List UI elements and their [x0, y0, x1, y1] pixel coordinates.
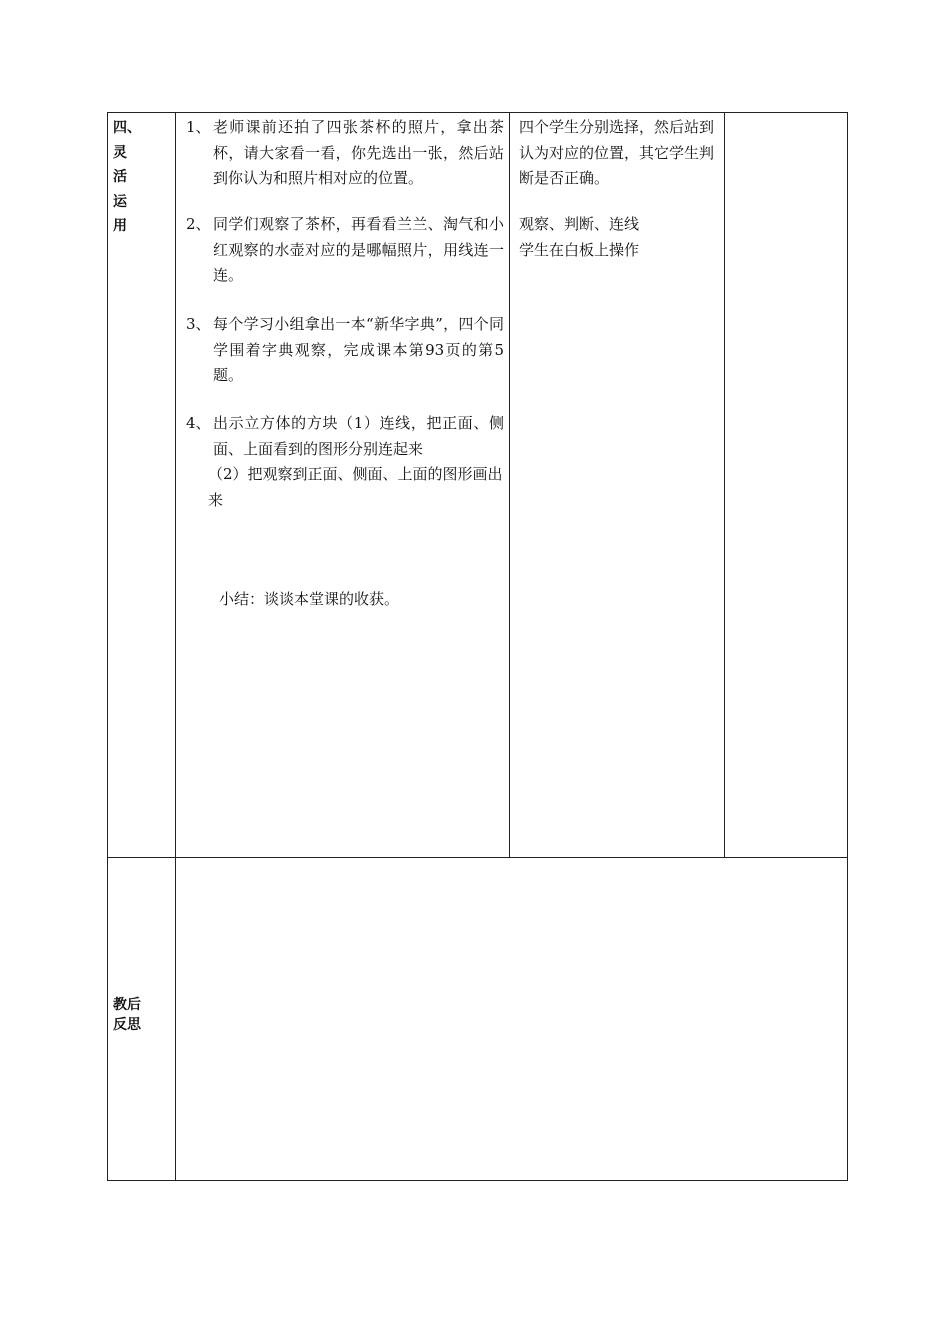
- item-number: 1、: [186, 118, 211, 136]
- section-label-char: 用: [113, 218, 127, 234]
- reflection-label: [113, 995, 173, 1035]
- section-label-char: 运: [113, 193, 127, 210]
- reflection-label-line: 反思: [113, 1017, 141, 1033]
- student-activity-para-2: [519, 212, 719, 263]
- table-bottom-border: [107, 1180, 848, 1181]
- section-label-char: 活: [113, 169, 127, 185]
- notes-column-divider: [724, 112, 725, 858]
- item-text: 出示立方体的方块（1）连线，把正面、侧面、上面看到的图形分别连起来: [213, 414, 504, 458]
- reflection-label-line: 教后: [113, 997, 141, 1013]
- table-left-border: [107, 112, 108, 1181]
- item-number: 4、: [186, 414, 211, 432]
- section-label-char: 灵: [113, 144, 127, 161]
- table-top-border: [107, 112, 848, 113]
- item-number: 3、: [186, 315, 211, 333]
- teacher-item-2: [186, 212, 504, 289]
- teacher-item-1: [186, 115, 504, 192]
- teacher-item-4: [186, 411, 504, 513]
- summary-text: 小结：谈谈本堂课的收获。: [219, 590, 400, 608]
- item-text: 同学们观察了茶杯，再看看兰兰、淘气和小红观察的水壶对应的是哪幅照片，用线连一连。: [213, 215, 504, 284]
- student-activity-line: 学生在白板上操作: [519, 240, 640, 259]
- teacher-item-3: [186, 312, 504, 389]
- item-text: 每个学习小组拿出一本“新华字典”，四个同学围着字典观察，完成课本第93页的第5题。: [213, 315, 504, 384]
- item-subtext: （2）把观察到正面、侧面、上面的图形画出来: [208, 465, 503, 509]
- table-right-border: [847, 112, 848, 1181]
- section-label: [113, 116, 163, 239]
- item-text: 老师课前还拍了四张茶杯的照片，拿出茶杯，请大家看一看，你先选出一张，然后站到你认为和照片相对应的位置。: [213, 118, 504, 187]
- row-divider: [107, 857, 848, 858]
- student-activity-line: 观察、判断、连线: [519, 215, 640, 233]
- activity-column-divider: [509, 112, 510, 858]
- label-column-divider: [175, 112, 176, 1181]
- item-number: 2、: [186, 215, 211, 233]
- student-activity-para-1: 四个学生分别选择，然后站到认为对应的位置，其它学生判断是否正确。: [519, 118, 715, 187]
- section-label-char: 四、: [113, 120, 141, 136]
